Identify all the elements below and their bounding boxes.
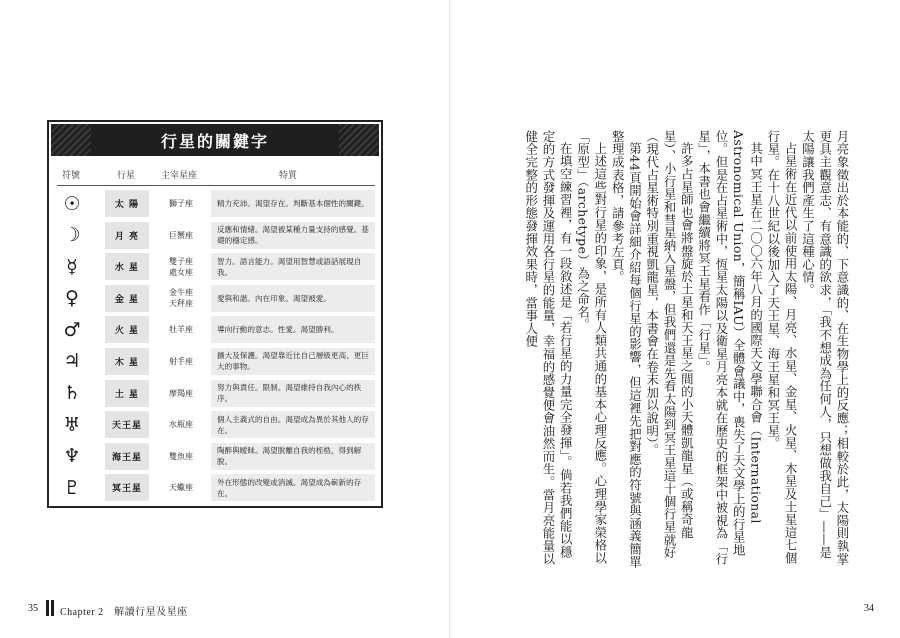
planet-name: 木 星 xyxy=(105,348,149,375)
paragraph: 其中冥王星在二〇〇六年八月的國際天文學聯合會（International Astronomical Union，簡稱IAU）全體會議中，喪失了天文學上的行星地位。但是在占星術中，恆星太陽以及衛星月亮本就在歷史的框架中被視為「行星」，本書也會繼續將冥王星看作「行星」。 xyxy=(696,130,764,566)
planet-name: 冥王星 xyxy=(105,474,149,501)
mercury-symbol-icon: ☿ xyxy=(66,255,78,278)
table-row-pluto xyxy=(57,472,375,504)
header-symbol: 符號 xyxy=(62,171,81,181)
planet-name: 土 星 xyxy=(105,380,149,407)
table-title: 行星的關鍵字 xyxy=(160,131,269,151)
saturn-symbol-icon: ♄ xyxy=(63,382,81,405)
chapter-running-head: Chapter 2 解讀行星及星座 xyxy=(60,607,188,618)
planet-traits: 反應和情緒。渴望被某種力量支持的感覺。基礎的穩定感。 xyxy=(211,222,375,249)
ruling-sign: 天蠍座 xyxy=(169,483,193,493)
planet-traits: 陶醉與曖昧。渴望脫離自我的桎梏，得到解脫。 xyxy=(211,443,375,470)
header-planet: 行星 xyxy=(117,171,136,181)
table-row-saturn xyxy=(57,378,375,410)
title-stripe-right xyxy=(339,124,379,156)
jupiter-symbol-icon: ♃ xyxy=(63,350,81,373)
header-divider xyxy=(57,185,375,186)
planet-traits: 智力。語言能力。渴望用智慧或語話展現自我。 xyxy=(211,253,375,280)
table-row-mars xyxy=(57,314,375,346)
ruling-sign: 水瓶座 xyxy=(169,420,193,430)
planet-traits: 導向行動的意志。性愛。渴望勝利。 xyxy=(211,316,375,343)
right-page-number: 34 xyxy=(864,603,874,614)
pluto-symbol-icon: ♇ xyxy=(63,476,81,499)
planet-name: 水 星 xyxy=(105,253,149,280)
ruling-sign: 牡羊座 xyxy=(169,325,193,335)
paragraph: 許多占星師也會將盤旋於土星和天王星之間的小天體凱龍星（或稱奇龍星）、小行星和彗星納入星盤，但我們還是先看太陽到冥王星這十個行星就好（現代占星術特別重視凱龍星，本書會在卷末加以說明）。 xyxy=(644,130,695,559)
paragraph: 占星術在近代以前使用太陽、月亮、水星、金星、火星、木星及土星這七個行星。在十八世紀以後加入了天王星、海王星和冥王星。 xyxy=(765,130,799,565)
ruling-sign: 金牛座 天秤座 xyxy=(169,288,193,309)
ruling-sign: 巨蟹座 xyxy=(169,230,193,240)
paragraph: 上述這些對行星的印象，是所有人類共通的基本心理反應。心理學家榮格以「原型」（archetype）為之命名。 xyxy=(575,130,608,565)
table-row-sun xyxy=(57,188,375,220)
planet-name: 天王星 xyxy=(105,411,149,438)
ruling-sign: 摩羯座 xyxy=(169,388,193,398)
title-stripe-left xyxy=(51,124,91,156)
table-row-moon xyxy=(57,220,375,252)
table-row-neptune xyxy=(57,441,375,473)
table-row-uranus xyxy=(57,409,375,441)
ruling-sign: 雙魚座 xyxy=(169,451,193,461)
planet-name: 火 星 xyxy=(105,316,149,343)
paragraph: 第44頁開始會詳細介紹每個行星的影響，但這裡先把對應的符號與涵義簡單整理成表格，請參考左頁。 xyxy=(610,130,643,569)
mars-symbol-icon: ♂ xyxy=(63,318,81,341)
left-page-number: 35 xyxy=(28,603,38,614)
paragraph: 在填空練習裡，有一段敘述是「若行星的力量完全發揮」。倘若我們能以穩定的方式發揮及運用各行星的能量，幸福的感覺便會油然而生。當月亮能量以健全完整的形態發揮效果時，當事人便 xyxy=(523,130,574,566)
sun-symbol-icon: ☉ xyxy=(63,192,81,215)
ruling-sign: 獅子座 xyxy=(169,199,193,208)
ruling-sign: 雙子座 處女座 xyxy=(169,256,193,277)
planet-traits: 努力與責任。限制。渴望維持自我內心的秩序。 xyxy=(211,380,375,407)
venus-symbol-icon: ♀ xyxy=(65,287,79,310)
planet-traits: 愛與和諧。內在印象。渴望被愛。 xyxy=(211,285,375,312)
paragraph: 月亮象徵出於本能的、下意識的、在生物學上的反應；相較於此，太陽則執掌更具主觀意志、有意識的欲求，「我不想成為任何人，只想做我自己」——是太陽讓我們產生了這種心情。 xyxy=(800,130,850,566)
book-gutter xyxy=(449,0,451,638)
table-header-row xyxy=(57,165,375,183)
planet-traits: 擴大及保護。渴望靠近比自己層級更高、更巨大的事物。 xyxy=(211,348,375,375)
planet-name: 金 星 xyxy=(105,285,149,312)
planet-traits: 外在形態的改變或消滅。渴望成為嶄新的存在。 xyxy=(211,474,375,501)
moon-symbol-icon: ☽ xyxy=(63,224,81,247)
planet-keyword-table xyxy=(47,120,383,508)
table-title-banner xyxy=(51,124,379,156)
table-row-venus xyxy=(57,283,375,315)
uranus-symbol-icon: ♅ xyxy=(63,413,81,436)
planet-traits: 精力充沛。渴望存在。判斷基本個性的關鍵。 xyxy=(211,190,375,217)
planet-name: 太 陽 xyxy=(105,190,149,217)
chapter-bar-2 xyxy=(51,600,54,616)
body-text-vertical xyxy=(493,130,851,570)
chapter-bar-1 xyxy=(46,600,49,616)
planet-name: 月 亮 xyxy=(105,222,149,249)
header-traits: 特質 xyxy=(279,171,298,181)
table-row-mercury xyxy=(57,251,375,283)
table-row-jupiter xyxy=(57,346,375,378)
planet-traits: 個人主義式的自由。渴望成為異於其他人的存在。 xyxy=(211,411,375,438)
neptune-symbol-icon: ♆ xyxy=(63,445,81,468)
ruling-sign: 射手座 xyxy=(169,356,193,366)
planet-name: 海王星 xyxy=(105,443,149,470)
header-ruler: 主宰星座 xyxy=(161,171,198,181)
table-body xyxy=(57,188,375,504)
